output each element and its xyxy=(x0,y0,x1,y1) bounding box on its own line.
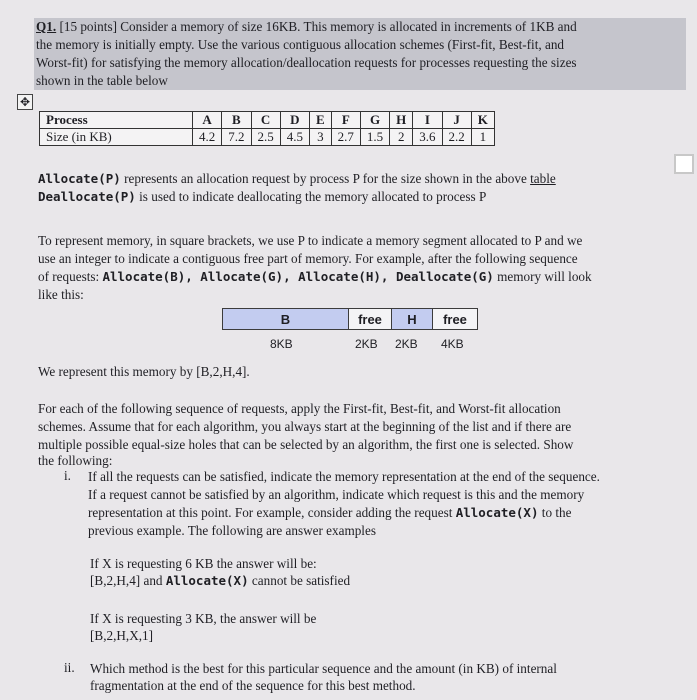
deallocate-text: is used to indicate deallocating the memory allocated to process P xyxy=(135,189,487,204)
example-1-line-2-pre: [B,2,H,4] and xyxy=(90,573,166,588)
memory-size-label: 2KB xyxy=(395,337,418,351)
represent-example: We represent this memory by [B,2,H,4]. xyxy=(38,364,250,379)
memory-segment: free xyxy=(349,309,392,329)
memory-segment: free xyxy=(433,309,477,329)
table-cell-size: 3.6 xyxy=(413,129,442,146)
table-cell-process: G xyxy=(360,112,389,129)
memory-diagram xyxy=(222,308,478,330)
deallocate-definition xyxy=(38,188,486,206)
instructions-line-1: For each of the following sequence of requests, apply the First-fit, Best-fit, and Worst-fit allocation xyxy=(38,401,561,416)
table-cell-process: I xyxy=(413,112,442,129)
example-2-line-1: If X is requesting 3 KB, the answer will be xyxy=(90,611,317,626)
memory-segment: B xyxy=(223,309,349,329)
item-i-line-2: If a request cannot be satisfied by an algorithm, indicate which request is this and the memory xyxy=(88,487,585,502)
question-line-2: the memory is initially empty. Use the various contiguous allocation schemes (First-fit, Best-fit, and xyxy=(36,37,565,52)
represent-line-4: like this: xyxy=(38,287,84,302)
table-cell-process: C xyxy=(251,112,280,129)
instructions-line-2: schemes. Assume that for each algorithm, you always start at the beginning of the list and if there are xyxy=(38,419,572,434)
memory-size-label: 4KB xyxy=(441,337,464,351)
table-row-process xyxy=(40,112,495,129)
represent-line-3-post: memory will look xyxy=(493,269,592,284)
table-cell-size: 2.7 xyxy=(331,129,360,146)
item-i-line-3-post: to the xyxy=(538,505,572,520)
example-1-line-2 xyxy=(90,572,350,590)
table-cell-size: 1 xyxy=(471,129,494,146)
table-cell-size: 2 xyxy=(390,129,413,146)
example-1-line-2-post: cannot be satisfied xyxy=(248,573,351,588)
question-line-1 xyxy=(36,18,684,36)
item-i-line-3 xyxy=(88,504,571,522)
table-cell-size: 2.2 xyxy=(442,129,471,146)
allocate-text: represents an allocation request by process P for the size shown in the above xyxy=(120,171,531,186)
table-header-process: Process xyxy=(40,112,193,129)
table-cell-process: K xyxy=(471,112,494,129)
item-ii-line-1: Which method is the best for this particular sequence and the amount (in KB) of internal xyxy=(90,661,557,676)
allocate-x-code: Allocate(X) xyxy=(455,505,539,520)
allocate-code: Allocate(P) xyxy=(38,171,121,186)
question-line-4: shown in the table below xyxy=(36,73,168,88)
represent-line-1: To represent memory, in square brackets, we use P to indicate a memory segment allocated to P and we xyxy=(38,233,583,248)
table-cell-size: 4.2 xyxy=(193,129,222,146)
table-cell-size: 3 xyxy=(310,129,332,146)
instructions-line-4: the following: xyxy=(38,453,113,468)
memory-segment: H xyxy=(392,309,433,329)
table-cell-size: 4.5 xyxy=(280,129,309,146)
table-add-cell-handle[interactable] xyxy=(674,154,694,174)
table-cell-process: J xyxy=(442,112,471,129)
item-ii-numeral: ii. xyxy=(64,660,75,675)
table-cell-process: B xyxy=(222,112,251,129)
allocate-definition xyxy=(38,170,556,188)
item-i-line-4: previous example. The following are answer examples xyxy=(88,523,376,538)
table-cell-process: D xyxy=(280,112,309,129)
instructions-line-3: multiple possible equal-size holes that can be selected by an algorithm, the first one is selected. Show xyxy=(38,437,574,452)
question-text-1: Consider a memory of size 16KB. This memory is allocated in increments of 1KB and xyxy=(120,19,577,34)
item-ii-line-2: fragmentation at the end of the sequence for this best method. xyxy=(90,678,416,693)
table-cell-process: A xyxy=(193,112,222,129)
memory-size-label: 8KB xyxy=(270,337,293,351)
table-cell-process: F xyxy=(331,112,360,129)
represent-line-3-pre: of requests: xyxy=(38,269,103,284)
represent-line-2: use an integer to indicate a contiguous free part of memory. For example, after the following sequence xyxy=(38,251,578,266)
item-i-line-1: If all the requests can be satisfied, indicate the memory representation at the end of the sequence. xyxy=(88,469,600,484)
request-sequence-code: Allocate(B), Allocate(G), Allocate(H), Deallocate(G) xyxy=(102,269,494,284)
table-header-size: Size (in KB) xyxy=(40,129,193,146)
table-cell-process: H xyxy=(390,112,413,129)
example-1-code: Allocate(X) xyxy=(165,573,249,588)
deallocate-code: Deallocate(P) xyxy=(38,189,136,204)
table-cell-size: 7.2 xyxy=(222,129,251,146)
table-link[interactable]: table xyxy=(530,171,556,186)
item-i-numeral: i. xyxy=(64,468,71,483)
question-points: [15 points] xyxy=(59,19,117,34)
table-cell-size: 1.5 xyxy=(360,129,389,146)
question-header xyxy=(34,18,686,90)
example-1-line-1: If X is requesting 6 KB the answer will be: xyxy=(90,556,317,571)
memory-size-label: 2KB xyxy=(355,337,378,351)
table-cell-process: E xyxy=(310,112,332,129)
table-cell-size: 2.5 xyxy=(251,129,280,146)
example-2-line-2: [B,2,H,X,1] xyxy=(90,628,154,643)
question-number: Q1. xyxy=(36,19,57,34)
question-line-3: Worst-fit) for satisfying the memory allocation/deallocation requests for processes requesting the sizes xyxy=(36,55,577,70)
process-table xyxy=(39,111,495,146)
represent-line-3 xyxy=(38,268,592,286)
table-row-size xyxy=(40,129,495,146)
table-move-handle-icon[interactable]: ✥ xyxy=(17,94,33,110)
item-i-line-3-pre: representation at this point. For example, consider adding the request xyxy=(88,505,456,520)
